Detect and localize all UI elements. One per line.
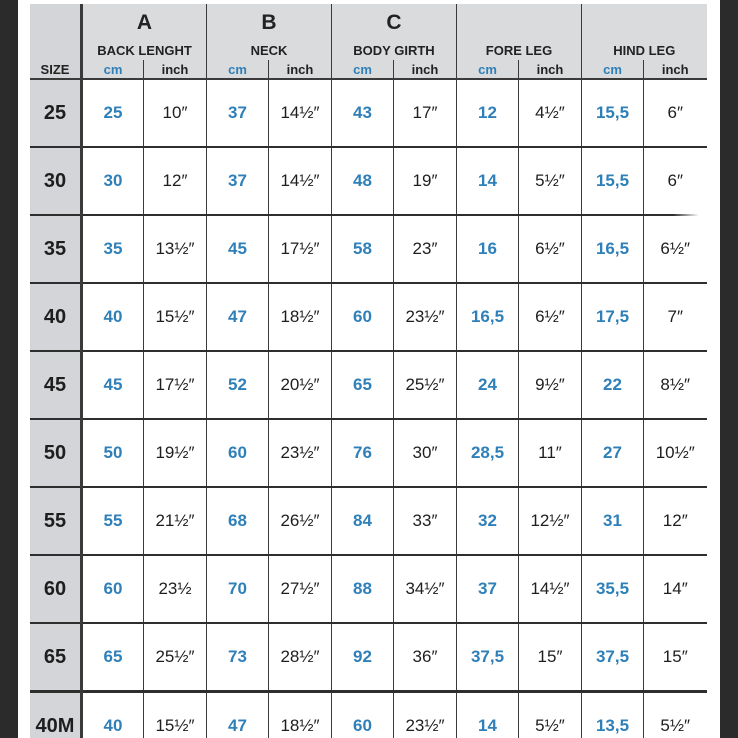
size-chart-table [30, 4, 707, 738]
fore-leg-cm: 32 [457, 487, 519, 555]
neck-inch: 18½″ [269, 283, 332, 351]
fore-leg-cm: 14 [457, 692, 519, 738]
neck-cm: 45 [207, 215, 269, 283]
body-girth-cm: 60 [332, 692, 394, 738]
table-row [30, 351, 707, 419]
body-girth-cm: 92 [332, 623, 394, 692]
neck-cm: 37 [207, 79, 269, 147]
back-length-inch: 12″ [144, 147, 207, 215]
neck-inch: 14½″ [269, 147, 332, 215]
fore-leg-cm: 37 [457, 555, 519, 623]
back-length-inch: 25½″ [144, 623, 207, 692]
table-row [30, 623, 707, 692]
neck-inch: 17½″ [269, 215, 332, 283]
hind-leg-cm: 15,5 [582, 147, 644, 215]
body-girth-inch: 34½″ [394, 555, 457, 623]
fore-leg-inch: 14½″ [519, 555, 582, 623]
fore-leg-inch: 9½″ [519, 351, 582, 419]
neck-cm: 47 [207, 692, 269, 738]
body-girth-inch: 19″ [394, 147, 457, 215]
back-length-inch: 17½″ [144, 351, 207, 419]
hind-leg-cm: 27 [582, 419, 644, 487]
table-row [30, 215, 707, 283]
size-cell: 30 [30, 147, 82, 215]
body-girth-cm: 43 [332, 79, 394, 147]
hind-leg-inch: 6½″ [644, 215, 707, 283]
column-letter-a: A [82, 4, 207, 34]
neck-inch: 23½″ [269, 419, 332, 487]
body-girth-cm: 88 [332, 555, 394, 623]
body-girth-cm: 76 [332, 419, 394, 487]
table-row [30, 283, 707, 351]
header-letter-row [30, 4, 707, 34]
neck-inch: 28½″ [269, 623, 332, 692]
table-row [30, 487, 707, 555]
unit-inch-label: inch [644, 60, 707, 79]
table-row [30, 419, 707, 487]
hind-leg-inch: 8½″ [644, 351, 707, 419]
hind-leg-cm: 15,5 [582, 79, 644, 147]
fore-leg-inch: 4½″ [519, 79, 582, 147]
hind-leg-cm: 22 [582, 351, 644, 419]
size-cell: 55 [30, 487, 82, 555]
back-length-inch: 15½″ [144, 692, 207, 738]
back-length-cm: 50 [82, 419, 144, 487]
body-girth-cm: 48 [332, 147, 394, 215]
neck-cm: 47 [207, 283, 269, 351]
header-unit-row [30, 60, 707, 79]
hind-leg-inch: 15″ [644, 623, 707, 692]
hind-leg-cm: 16,5 [582, 215, 644, 283]
body-girth-inch: 25½″ [394, 351, 457, 419]
fore-leg-inch: 12½″ [519, 487, 582, 555]
column-letter-fore-leg [457, 4, 582, 34]
unit-inch-label: inch [519, 60, 582, 79]
hind-leg-inch: 10½″ [644, 419, 707, 487]
column-letter-hind-leg [582, 4, 707, 34]
hind-leg-inch: 12″ [644, 487, 707, 555]
size-cell: 65 [30, 623, 82, 692]
fore-leg-cm: 14 [457, 147, 519, 215]
column-name-back-length: BACK LENGHT [82, 34, 207, 60]
size-cell: 40M [30, 692, 82, 738]
neck-cm: 52 [207, 351, 269, 419]
body-girth-cm: 84 [332, 487, 394, 555]
fore-leg-cm: 28,5 [457, 419, 519, 487]
body-girth-cm: 60 [332, 283, 394, 351]
table-row [30, 692, 707, 738]
body-girth-inch: 23½″ [394, 692, 457, 738]
fore-leg-inch: 5½″ [519, 692, 582, 738]
fore-leg-cm: 24 [457, 351, 519, 419]
neck-inch: 14½″ [269, 79, 332, 147]
hind-leg-inch: 7″ [644, 283, 707, 351]
unit-cm-label: cm [457, 60, 519, 79]
hind-leg-cm: 31 [582, 487, 644, 555]
body-girth-inch: 23″ [394, 215, 457, 283]
back-length-cm: 40 [82, 692, 144, 738]
back-length-cm: 35 [82, 215, 144, 283]
neck-cm: 60 [207, 419, 269, 487]
body-girth-cm: 58 [332, 215, 394, 283]
neck-cm: 68 [207, 487, 269, 555]
fore-leg-inch: 6½″ [519, 283, 582, 351]
back-length-inch: 13½″ [144, 215, 207, 283]
fore-leg-inch: 11″ [519, 419, 582, 487]
hind-leg-inch: 5½″ [644, 692, 707, 738]
body-girth-inch: 23½″ [394, 283, 457, 351]
size-cell: 35 [30, 215, 82, 283]
neck-cm: 70 [207, 555, 269, 623]
header-name-row [30, 34, 707, 60]
back-length-cm: 30 [82, 147, 144, 215]
hind-leg-inch: 14″ [644, 555, 707, 623]
size-header-spacer [30, 4, 82, 60]
neck-inch: 27½″ [269, 555, 332, 623]
body-girth-inch: 30″ [394, 419, 457, 487]
hind-leg-cm: 35,5 [582, 555, 644, 623]
body-girth-inch: 33″ [394, 487, 457, 555]
neck-cm: 37 [207, 147, 269, 215]
hind-leg-cm: 37,5 [582, 623, 644, 692]
back-length-cm: 40 [82, 283, 144, 351]
column-name-hind-leg: HIND LEG [582, 34, 707, 60]
unit-inch-label: inch [144, 60, 207, 79]
column-name-neck: NECK [207, 34, 332, 60]
body-girth-inch: 17″ [394, 79, 457, 147]
size-chart-body [30, 79, 707, 738]
size-cell: 45 [30, 351, 82, 419]
back-length-inch: 19½″ [144, 419, 207, 487]
fore-leg-inch: 5½″ [519, 147, 582, 215]
fore-leg-cm: 16,5 [457, 283, 519, 351]
column-name-fore-leg: FORE LEG [457, 34, 582, 60]
fore-leg-inch: 15″ [519, 623, 582, 692]
back-length-cm: 25 [82, 79, 144, 147]
hind-leg-cm: 17,5 [582, 283, 644, 351]
unit-cm-label: cm [332, 60, 394, 79]
hind-leg-cm: 13,5 [582, 692, 644, 738]
hind-leg-inch: 6″ [644, 147, 707, 215]
back-length-inch: 15½″ [144, 283, 207, 351]
size-cell: 25 [30, 79, 82, 147]
neck-inch: 26½″ [269, 487, 332, 555]
unit-inch-label: inch [394, 60, 457, 79]
back-length-cm: 60 [82, 555, 144, 623]
back-length-cm: 65 [82, 623, 144, 692]
back-length-inch: 21½″ [144, 487, 207, 555]
unit-inch-label: inch [269, 60, 332, 79]
fore-leg-cm: 37,5 [457, 623, 519, 692]
size-chart-sheet [18, 0, 720, 738]
light-glare [673, 193, 720, 219]
table-row [30, 79, 707, 147]
size-cell: 40 [30, 283, 82, 351]
back-length-inch: 10″ [144, 79, 207, 147]
unit-cm-label: cm [207, 60, 269, 79]
size-column-header: SIZE [30, 60, 82, 79]
size-cell: 60 [30, 555, 82, 623]
unit-cm-label: cm [82, 60, 144, 79]
back-length-inch: 23½ [144, 555, 207, 623]
hind-leg-inch: 6″ [644, 79, 707, 147]
column-letter-b: B [207, 4, 332, 34]
fore-leg-inch: 6½″ [519, 215, 582, 283]
body-girth-inch: 36″ [394, 623, 457, 692]
neck-cm: 73 [207, 623, 269, 692]
body-girth-cm: 65 [332, 351, 394, 419]
column-letter-c: C [332, 4, 457, 34]
neck-inch: 18½″ [269, 692, 332, 738]
back-length-cm: 55 [82, 487, 144, 555]
size-cell: 50 [30, 419, 82, 487]
fore-leg-cm: 12 [457, 79, 519, 147]
fore-leg-cm: 16 [457, 215, 519, 283]
neck-inch: 20½″ [269, 351, 332, 419]
table-row [30, 555, 707, 623]
unit-cm-label: cm [582, 60, 644, 79]
column-name-body-girth: BODY GIRTH [332, 34, 457, 60]
back-length-cm: 45 [82, 351, 144, 419]
table-row [30, 147, 707, 215]
